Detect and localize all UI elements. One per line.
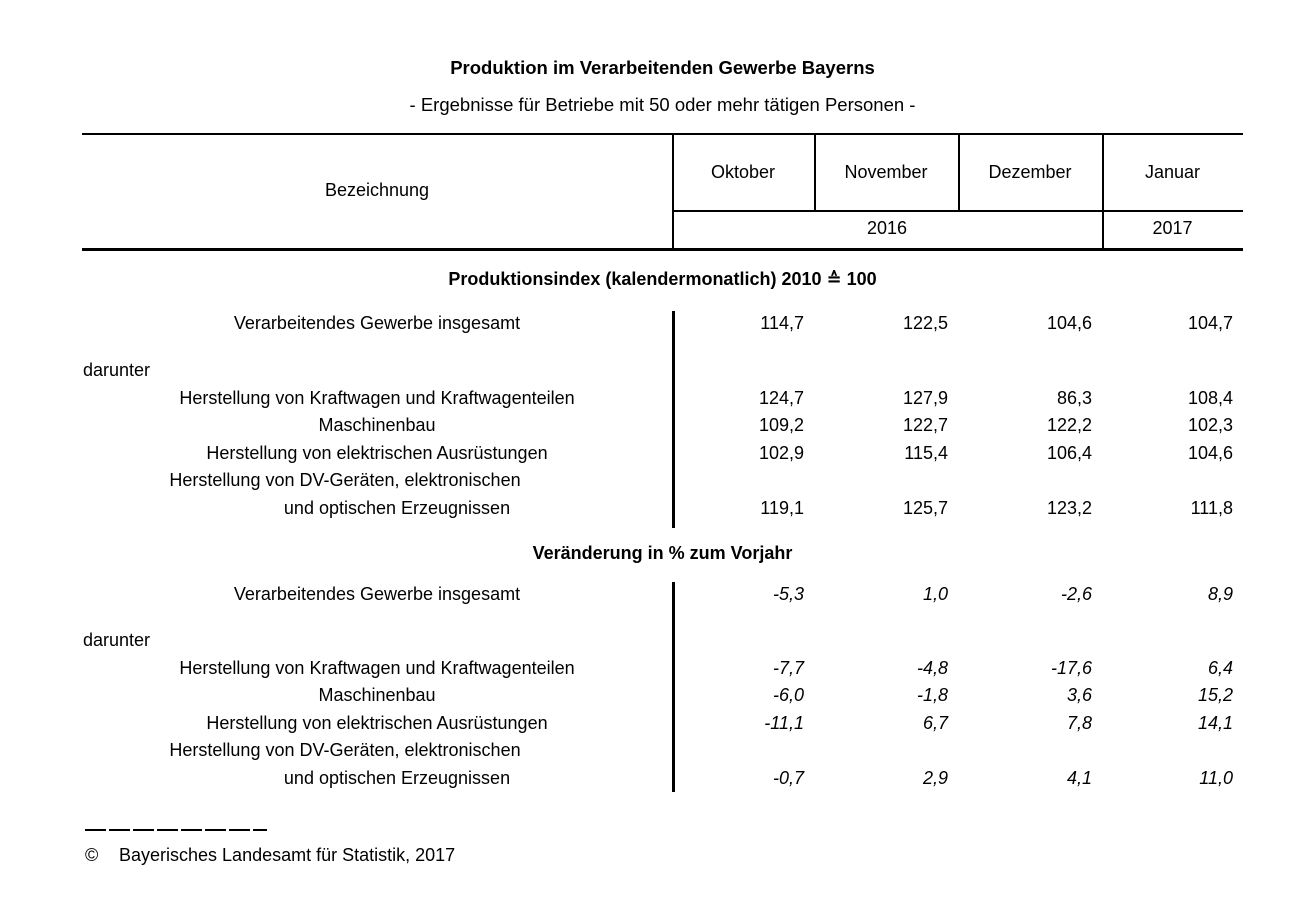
year-header-2016: 2016 <box>866 218 908 238</box>
column-header-oktober: Oktober <box>710 162 776 182</box>
table-row <box>82 584 1243 606</box>
row-label: Verarbeitendes Gewerbe insgesamt <box>233 313 521 333</box>
cell-value: 106,4 <box>1046 443 1092 463</box>
cell-value: 124,7 <box>758 388 804 408</box>
cell-value: 115,4 <box>904 443 948 463</box>
row-label: Maschinenbau <box>318 415 436 435</box>
column-header-januar: Januar <box>1144 162 1201 182</box>
cell-value: 123,2 <box>1046 498 1092 518</box>
cell-value: 122,5 <box>902 313 948 333</box>
year-header-2017: 2017 <box>1152 218 1193 238</box>
cell-value: -2,6 <box>1060 584 1092 604</box>
cell-value: 111,8 <box>1190 498 1233 518</box>
cell-value: 1,0 <box>922 584 948 604</box>
section-heading-veraenderung: Veränderung in % zum Vorjahr <box>532 543 793 563</box>
column-header-november: November <box>844 162 928 182</box>
cell-value: -6,0 <box>772 685 804 705</box>
row-label-darunter: darunter <box>83 630 151 650</box>
cell-value: 6,7 <box>922 713 948 733</box>
cell-value: 108,4 <box>1187 388 1233 408</box>
table-row-label-line1 <box>82 740 1243 762</box>
footer-separator-line <box>85 829 267 831</box>
row-label: Herstellung von elektrischen Ausrüstungen <box>206 443 548 463</box>
table-top-border <box>82 133 1243 135</box>
page-subtitle: - Ergebnisse für Betriebe mit 50 oder mehr tätigen Personen - <box>409 94 916 115</box>
row-label: Herstellung von elektrischen Ausrüstungen <box>206 713 548 733</box>
cell-value: 104,6 <box>1187 443 1233 463</box>
cell-value: 102,9 <box>758 443 804 463</box>
cell-value: 114,7 <box>760 313 804 333</box>
row-label: Herstellung von DV-Geräten, elektronischen <box>169 470 521 490</box>
cell-value: 7,8 <box>1066 713 1092 733</box>
table-row <box>82 415 1243 437</box>
table-row <box>82 313 1243 335</box>
section-heading-produktionsindex: Produktionsindex (kalendermonatlich) 2010 ≙ 100 <box>448 269 877 289</box>
row-label-darunter: darunter <box>83 360 151 380</box>
footer-copyright <box>85 845 785 866</box>
table-row <box>82 658 1243 680</box>
cell-value: 11,0 <box>1199 768 1233 788</box>
table-row <box>82 388 1243 410</box>
table-row-group-label <box>82 360 1243 382</box>
row-label: Maschinenbau <box>318 685 436 705</box>
row-label: und optischen Erzeugnissen <box>283 768 511 788</box>
cell-value: -1,8 <box>916 685 948 705</box>
cell-value: 6,4 <box>1207 658 1233 678</box>
table-row-group-label <box>82 630 1243 652</box>
row-label: Herstellung von DV-Geräten, elektronischen <box>169 740 521 760</box>
row-label: und optischen Erzeugnissen <box>283 498 511 518</box>
cell-value: 15,2 <box>1197 685 1233 705</box>
cell-value: 119,1 <box>760 498 804 518</box>
cell-value: 109,2 <box>758 415 804 435</box>
cell-value: -17,6 <box>1050 658 1092 678</box>
cell-value: 122,2 <box>1046 415 1092 435</box>
cell-value: -11,1 <box>764 713 804 733</box>
table-row <box>82 443 1243 465</box>
cell-value: 104,7 <box>1187 313 1233 333</box>
table-row <box>82 713 1243 735</box>
cell-value: 2,9 <box>922 768 948 788</box>
table-header-bottom-border <box>82 248 1243 251</box>
cell-value: 3,6 <box>1066 685 1092 705</box>
table-row-label-line1 <box>82 470 1243 492</box>
cell-value: 125,7 <box>902 498 948 518</box>
cell-value: 122,7 <box>902 415 948 435</box>
column-header-bezeichnung: Bezeichnung <box>324 180 430 200</box>
row-label: Verarbeitendes Gewerbe insgesamt <box>233 584 521 604</box>
table-row <box>82 685 1243 707</box>
cell-value: -4,8 <box>916 658 948 678</box>
cell-value: -0,7 <box>772 768 804 788</box>
column-header-dezember: Dezember <box>988 162 1072 182</box>
cell-value: 14,1 <box>1197 713 1233 733</box>
cell-value: 127,9 <box>902 388 948 408</box>
page-title: Produktion im Verarbeitenden Gewerbe Bayerns <box>450 57 875 78</box>
copyright-text: Bayerisches Landesamt für Statistik, 2017 <box>119 845 456 865</box>
cell-value: 104,6 <box>1046 313 1092 333</box>
cell-value: 8,9 <box>1207 584 1233 604</box>
cell-value: -5,3 <box>772 584 804 604</box>
row-label: Herstellung von Kraftwagen und Kraftwagenteilen <box>179 658 575 678</box>
table-row-label-line2 <box>82 498 1243 520</box>
cell-value: 102,3 <box>1187 415 1233 435</box>
table-row-label-line2 <box>82 768 1243 790</box>
cell-value: 4,1 <box>1066 768 1092 788</box>
cell-value: 86,3 <box>1056 388 1092 408</box>
cell-value: -7,7 <box>772 658 804 678</box>
copyright-symbol: © <box>85 845 99 865</box>
row-label: Herstellung von Kraftwagen und Kraftwagenteilen <box>179 388 575 408</box>
